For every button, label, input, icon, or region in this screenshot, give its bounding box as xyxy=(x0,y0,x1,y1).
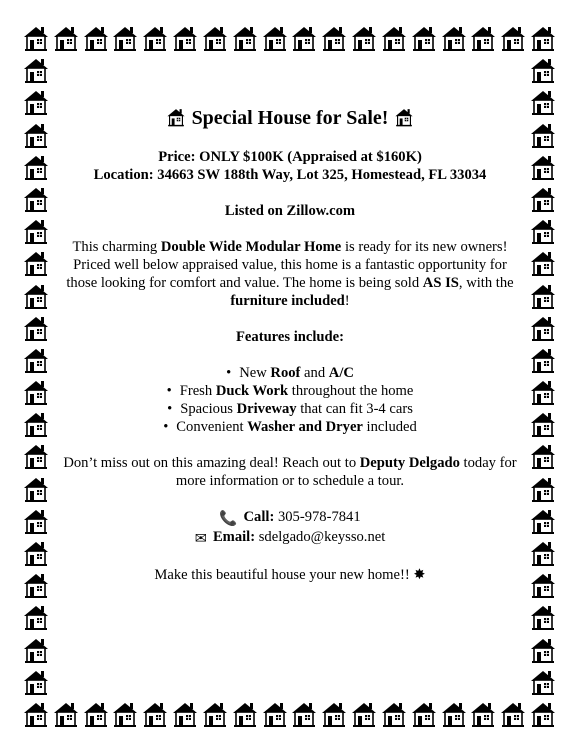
house-icon xyxy=(22,346,50,374)
house-icon xyxy=(22,217,50,245)
house-icon xyxy=(261,24,289,52)
list-item: • New Roof and A/C xyxy=(60,364,520,382)
location-line: Location: 34663 SW 188th Way, Lot 325, Homestead, FL 33034 xyxy=(93,167,487,183)
house-icon xyxy=(529,636,557,664)
phone-line: 📞 Call: 305-978-7841 xyxy=(219,509,361,527)
listing-line: Listed on Zillow.com xyxy=(224,203,356,219)
house-icon xyxy=(201,700,229,728)
house-icon xyxy=(141,24,169,52)
house-icon xyxy=(22,475,50,503)
house-icon xyxy=(320,700,348,728)
house-icon xyxy=(22,603,50,631)
house-icon xyxy=(529,700,557,728)
house-icon xyxy=(529,571,557,599)
house-icon xyxy=(529,88,557,116)
house-icon xyxy=(410,700,438,728)
house-icon xyxy=(469,24,497,52)
house-icon xyxy=(290,700,318,728)
email-line: ✉ Email: sdelgado@keysso.net xyxy=(194,529,386,547)
house-icon xyxy=(22,249,50,277)
house-icon xyxy=(171,24,199,52)
house-icon xyxy=(22,571,50,599)
house-icon xyxy=(22,410,50,438)
house-icon xyxy=(394,107,414,127)
house-icon xyxy=(440,24,468,52)
house-icon xyxy=(529,346,557,374)
house-icon xyxy=(22,153,50,181)
email-icon: ✉ xyxy=(194,531,207,547)
house-icon xyxy=(261,700,289,728)
page-title xyxy=(60,106,520,130)
house-icon xyxy=(499,700,527,728)
house-icon xyxy=(320,24,348,52)
house-icon xyxy=(529,442,557,470)
house-icon xyxy=(529,668,557,696)
house-icon xyxy=(22,539,50,567)
house-icon xyxy=(22,378,50,406)
house-icon xyxy=(22,24,50,52)
house-icon xyxy=(22,636,50,664)
house-icon xyxy=(22,314,50,342)
phone-icon: 📞 xyxy=(219,511,238,527)
house-icon xyxy=(22,88,50,116)
house-icon xyxy=(22,442,50,470)
house-icon xyxy=(22,56,50,84)
email-link[interactable]: sdelgado@keysso.net xyxy=(255,529,386,545)
features-heading: Features include: xyxy=(236,329,344,345)
house-icon xyxy=(529,56,557,84)
house-icon xyxy=(499,24,527,52)
house-icon xyxy=(529,539,557,567)
price-line: Price: ONLY $100K (Appraised at $160K) xyxy=(158,149,422,165)
list-item: • Convenient Washer and Dryer included xyxy=(60,418,520,436)
star-icon: ✸ xyxy=(413,567,426,583)
house-icon xyxy=(529,153,557,181)
house-icon xyxy=(111,700,139,728)
house-icon xyxy=(529,121,557,149)
house-icon xyxy=(22,185,50,213)
call-to-action: Don’t miss out on this amazing deal! Reach out to Deputy Delgado today for more information or to schedule a tour. xyxy=(63,455,517,489)
house-icon xyxy=(166,107,186,127)
house-icon xyxy=(469,700,497,728)
house-icon xyxy=(529,475,557,503)
house-icon xyxy=(529,217,557,245)
description: This charming Double Wide Modular Home is ready for its new owners! Priced well below appraised value, this home is a fantastic opportunity for those looking for comfort and value. The home is being sold AS IS, with the furniture included! xyxy=(66,239,514,309)
house-icon xyxy=(231,24,259,52)
house-icon xyxy=(529,314,557,342)
house-icon xyxy=(529,410,557,438)
house-icon xyxy=(529,603,557,631)
list-item: • Fresh Duck Work throughout the home xyxy=(60,382,520,400)
closing-line: Make this beautiful house your new home!! ✸ xyxy=(154,567,426,583)
phone-link[interactable]: 305-978-7841 xyxy=(274,509,361,525)
features-list xyxy=(60,364,520,436)
house-icon xyxy=(52,700,80,728)
house-icon xyxy=(111,24,139,52)
house-icon xyxy=(529,249,557,277)
title-text: Special House for Sale! xyxy=(191,107,389,129)
house-icon xyxy=(380,700,408,728)
house-icon xyxy=(171,700,199,728)
house-icon xyxy=(82,24,110,52)
house-icon xyxy=(350,700,378,728)
house-icon xyxy=(529,282,557,310)
house-icon xyxy=(22,507,50,535)
house-icon xyxy=(529,185,557,213)
house-icon xyxy=(529,378,557,406)
house-icon xyxy=(141,700,169,728)
house-icon xyxy=(201,24,229,52)
house-icon xyxy=(22,282,50,310)
house-icon xyxy=(290,24,318,52)
house-icon xyxy=(22,121,50,149)
house-icon xyxy=(231,700,259,728)
house-icon xyxy=(350,24,378,52)
list-item: • Spacious Driveway that can fit 3-4 cars xyxy=(60,400,520,418)
house-icon xyxy=(529,507,557,535)
house-icon xyxy=(52,24,80,52)
flyer-content xyxy=(60,106,520,584)
house-icon xyxy=(82,700,110,728)
house-icon xyxy=(440,700,468,728)
house-icon xyxy=(410,24,438,52)
house-icon xyxy=(22,668,50,696)
house-icon xyxy=(380,24,408,52)
house-icon xyxy=(22,700,50,728)
house-icon xyxy=(529,24,557,52)
